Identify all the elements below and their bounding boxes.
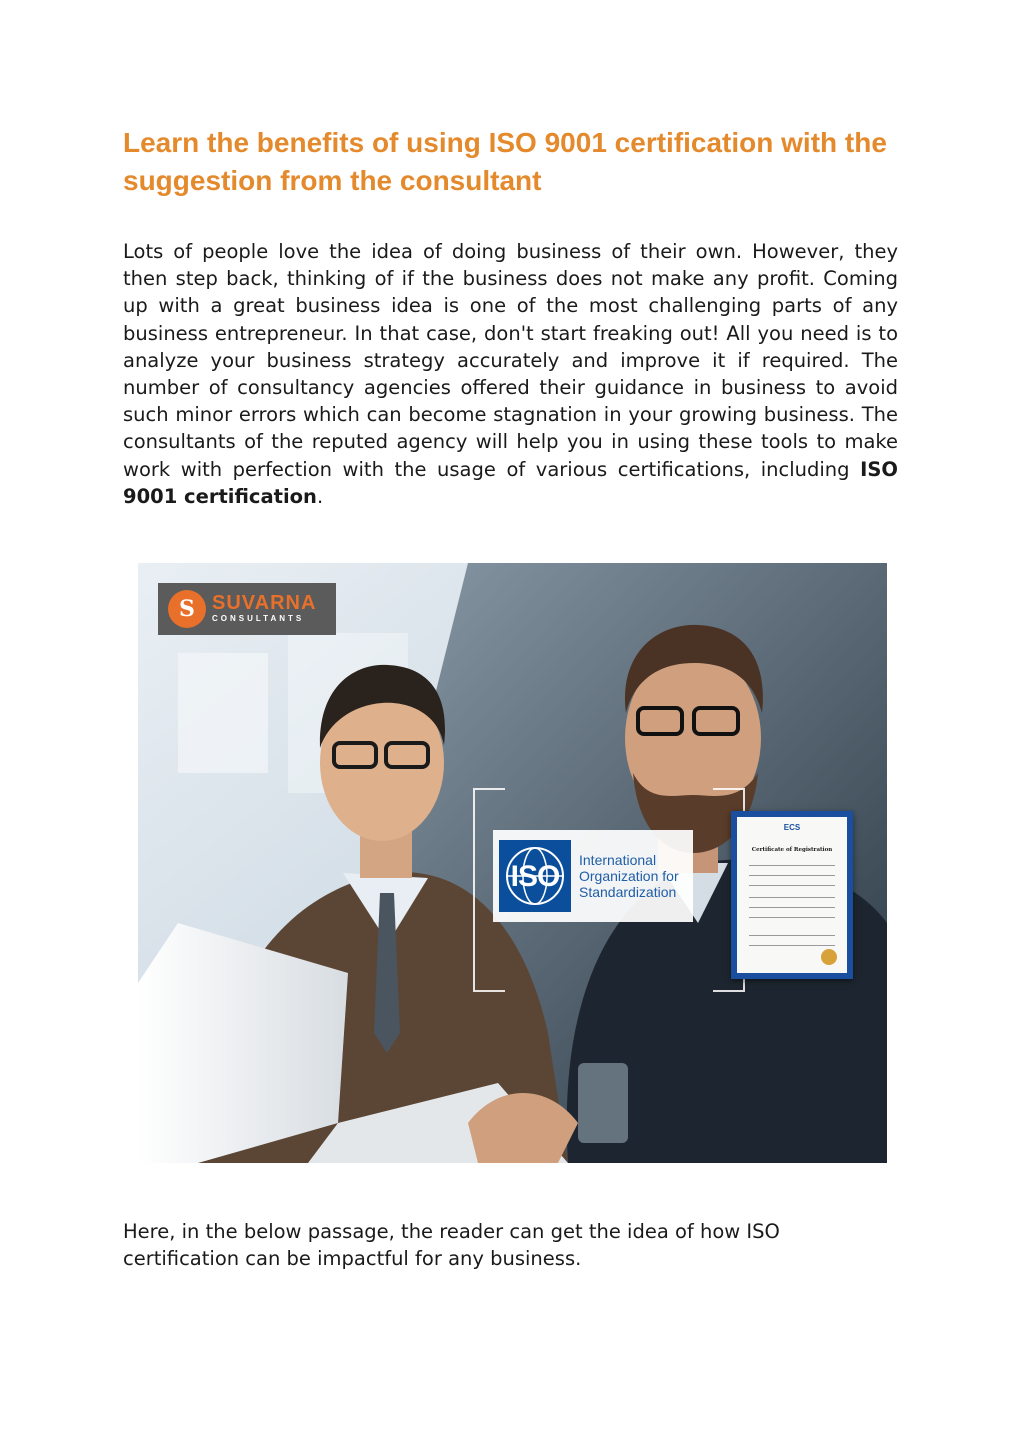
certificate-seal [821,949,837,965]
iso-org-line: Organization for [579,868,679,884]
certificate-line [749,875,835,876]
iso-globe-icon [499,840,571,912]
certificate-line [749,897,835,898]
suvarna-logo [158,583,336,635]
certificate-brand: ECS [783,823,801,832]
certificate [731,811,853,979]
closing-paragraph: Here, in the below passage, the reader can get the idea of how ISO certification can be impactful for any business. [123,1220,780,1271]
iso-org-line: International [579,852,657,868]
intro-paragraph [123,238,898,510]
iso-org-line: Standardization [579,884,677,900]
iso-9001-emphasis: ISO 9001 certification [123,457,898,508]
iso-logo-text: ISO [510,860,560,893]
iso-logo-card [493,830,693,922]
certificate-line [749,945,835,946]
brand-name: SUVARNA [212,592,317,614]
certificate-title: Certificate of Registration [751,847,833,853]
brand-subtitle: CONSULTANTS [212,614,305,623]
certificate-line [749,935,835,936]
certificate-line [749,907,835,908]
intro-end: . [316,484,324,508]
suvarna-logo-icon: S [168,590,206,628]
iso-org-name [579,852,691,900]
article-title: Learn the benefits of using ISO 9001 certification with the suggestion from the consultant [123,127,887,196]
window-pane [178,653,268,773]
certificate-line [749,885,835,886]
certificate-line [749,917,835,918]
consultants-photo [138,563,887,1163]
intro-text: Lots of people love the idea of doing business of their own. However, they then step back, thinking of if the business does not make any profit. Coming up with a great business idea is one of the most challenging parts of any business entrepreneur. In that case, don't start freaking out! All you need is to analyze your business strategy accurately and improve it if required. The number of consultancy agencies offered their guidance in business to avoid such minor errors which can become stagnation in your growing business. The consultants of the reputed agency will help you in using these tools to make work with perfection with the usage of various certifications, including [123,240,898,481]
certificate-line [749,865,835,866]
glass [578,1063,628,1143]
